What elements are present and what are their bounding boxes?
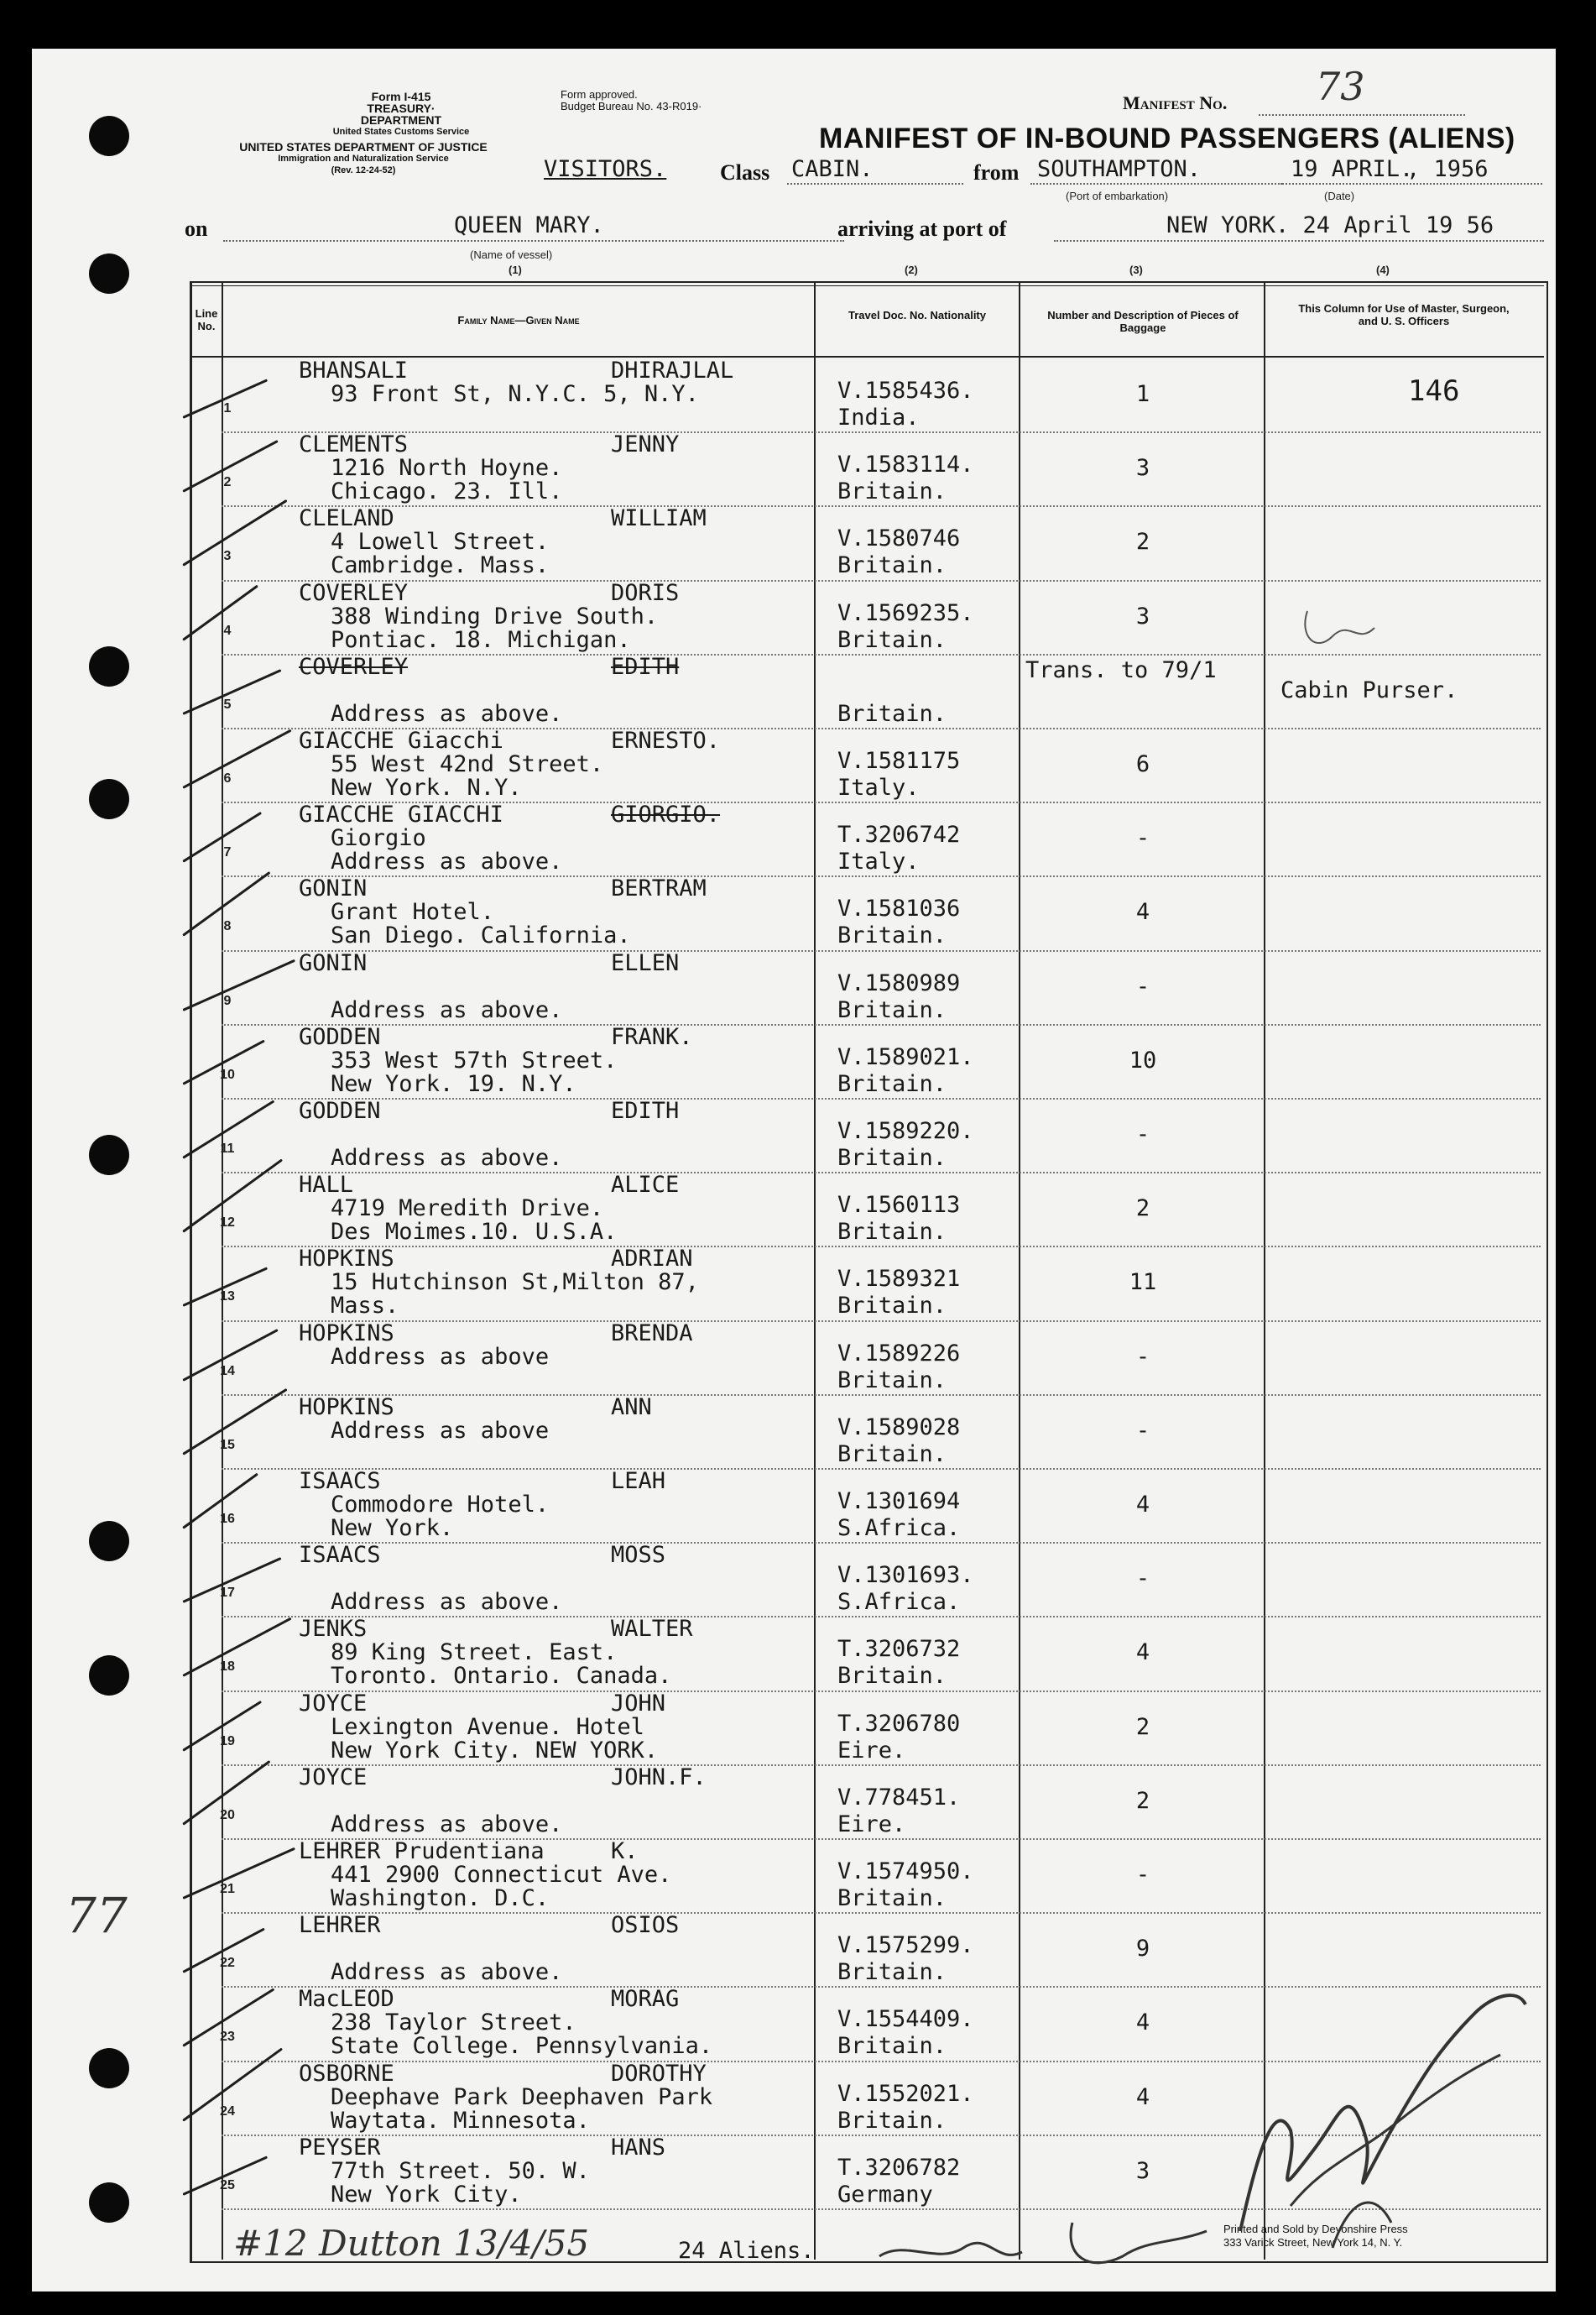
vessel-caption: (Name of vessel) [470,248,553,261]
baggage-count: 10 [1129,1047,1157,1074]
nationality: Britain. [837,1367,947,1393]
row-line-number: 20 [220,1807,235,1822]
travel-doc-number: V.1574950. [837,1858,974,1884]
nationality: Britain. [837,2107,947,2134]
table-top-rule [190,285,1544,286]
nationality: Britain. [837,996,947,1023]
passenger-address-line-2: New York City. NEW YORK. [331,1737,659,1764]
passenger-address-line-1: 4 Lowell Street. [331,529,550,556]
travel-doc-number: V.1301694 [837,1488,961,1514]
class-value: CABIN. [791,156,874,182]
baggage-count: 4 [1135,2009,1150,2036]
row-line-number: 11 [220,1142,235,1156]
nationality: Britain. [837,700,947,727]
manifest-no-label: Manifest No. [1123,92,1228,113]
row-line-number: 12 [220,1215,235,1231]
travel-doc-number: V.1554409. [837,2006,974,2033]
passenger-given-name: FRANK. [611,1023,693,1050]
passenger-address-line-1: 93 Front St, N.Y.C. 5, N.Y. [331,381,699,407]
nationality: Eire. [837,1811,906,1837]
passenger-address-line-2: New York. 19. N.Y. [331,1070,576,1097]
passenger-address-line-2: Pontiac. 18. Michigan. [331,626,631,653]
baggage-count: 3 [1135,455,1150,482]
travel-doc-number: V.1301693. [837,1562,974,1589]
visitors-label: VISITORS. [544,156,667,182]
passenger-given-name: JOHN [611,1690,666,1717]
nationality: India. [837,405,920,431]
row-line-number: 18 [220,1659,235,1675]
passenger-address-line-2: Waytata. Minnesota. [331,2107,590,2134]
passenger-family-name: BHANSALI [299,358,409,384]
row-line-number: 15 [220,1437,235,1452]
manifest-no-value: 73 [1316,64,1365,109]
handwritten-margin-number: 77 [65,1887,128,1944]
passenger-given-name: ALICE [611,1172,680,1199]
passenger-family-name: GONIN [299,949,368,976]
form-approved: Form approved. [561,88,638,101]
date-line [1282,183,1542,185]
punch-hole [89,1135,129,1175]
from-caption: (Port of embarkation) [1066,190,1169,202]
nationality: Britain. [837,1145,947,1171]
punch-hole [89,1655,129,1696]
travel-doc-number: V.1589321 [837,1266,961,1293]
date-caption: (Date) [1324,190,1355,202]
col-num-4: (4) [1376,264,1390,276]
col-num-2: (2) [905,264,918,276]
row-line-number: 17 [220,1586,235,1601]
passenger-address-line-1: Commodore Hotel. [331,1492,550,1518]
passenger-address-line-2: Address as above. [331,849,563,875]
passenger-given-name: DOROTHY [611,2060,707,2087]
row-line-number: 6 [223,771,232,786]
travel-doc-number: V.1589028 [837,1414,961,1440]
passenger-given-name: EDITH [611,653,680,680]
passenger-address-line-1: 1216 North Hoyne. [331,455,563,482]
row-line-number: 14 [220,1363,235,1378]
passenger-address-line-1: Address as above [331,1343,550,1370]
header-line-no: Line No. [195,307,218,332]
passenger-address-line-2: New York. [331,1515,454,1541]
passenger-given-name: MORAG [611,1986,680,2013]
passenger-address-line-2: Address as above. [331,1145,563,1171]
officer-signature [1190,1946,1542,2265]
vessel-name: QUEEN MARY. [454,212,604,238]
passenger-given-name: BRENDA [611,1319,693,1346]
class-label: Class [720,160,770,185]
passenger-given-name: DORIS [611,579,680,606]
baggage-count: 3 [1135,603,1150,630]
punch-hole [89,1521,129,1561]
baggage-count: 9 [1135,1936,1150,1962]
punch-hole [89,646,129,687]
passenger-given-name: EDITH [611,1098,680,1124]
passenger-address-line-1: 4719 Meredith Drive. [331,1195,604,1222]
travel-doc-number: T.3206782 [837,2154,961,2181]
nationality: Britain. [837,1663,947,1690]
passenger-family-name: GIACCHE GIACCHI [299,802,503,828]
passenger-family-name: GODDEN [299,1098,381,1124]
passenger-given-name: MOSS [611,1542,666,1569]
budget-approval [561,89,702,112]
passenger-address-line-2: Address as above. [331,700,563,727]
passenger-address-line-2: Chicago. 23. Ill. [331,478,563,505]
passenger-address-line-1: 55 West 42nd Street. [331,751,604,777]
passenger-family-name: ISAACS [299,1468,381,1494]
row-line-number: 21 [220,1882,235,1896]
nationality: Britain. [837,1440,947,1467]
passenger-address-line-1: 15 Hutchinson St,Milton 87, [331,1269,699,1296]
passenger-family-name: HOPKINS [299,1246,394,1272]
travel-doc-number: V.1569235. [837,599,974,626]
travel-doc-number: T.3206732 [837,1636,961,1663]
baggage-count: 4 [1135,899,1150,926]
footer-initials [871,2206,1223,2281]
row-line-number: 3 [223,549,232,564]
passenger-address-line-2: State College. Pennsylvania. [331,2033,713,2060]
passenger-address-line-1: 238 Taylor Street. [331,2009,576,2036]
row-line-number: 16 [220,1512,235,1526]
handwritten-footer-note: #12 Dutton 13/4/55 [233,2223,590,2264]
passenger-family-name: HOPKINS [299,1393,394,1420]
date-day: 19 APRIL. [1291,156,1414,182]
passenger-address-line-1: 388 Winding Drive South. [331,603,659,630]
passenger-family-name: JOYCE [299,1764,368,1790]
passenger-family-name: PEYSER [299,2134,381,2161]
travel-doc-number: V.1581036 [837,896,961,922]
nationality: Britain. [837,1959,947,1986]
baggage-count: 6 [1135,751,1150,777]
travel-doc-number: V.1552021. [837,2080,974,2107]
baggage-count: 2 [1135,1787,1150,1814]
header-travel-doc: Travel Doc. No. Nationality [848,309,986,321]
passenger-given-name: K. [611,1838,639,1864]
nationality: Britain. [837,1219,947,1246]
nationality: S.Africa. [837,1589,961,1616]
punch-hole [89,2182,129,2223]
baggage-count: - [1135,825,1150,852]
baggage-count: - [1135,1417,1150,1444]
col-num-3: (3) [1129,264,1143,276]
passenger-address-line-2: San Diego. California. [331,922,631,949]
passenger-family-name: HALL [299,1172,354,1199]
baggage-count: 2 [1135,1195,1150,1222]
row-line-number: 23 [220,2030,235,2045]
nationality: Britain. [837,478,947,505]
passenger-family-name: GONIN [299,875,368,902]
passenger-family-name: HOPKINS [299,1319,394,1346]
punch-hole [89,779,129,819]
passenger-given-name: ERNESTO. [611,728,721,754]
passenger-family-name: COVERLEY [299,653,409,680]
manifest-no-line [1259,114,1465,116]
baggage-count: 2 [1135,529,1150,556]
passenger-given-name: WALTER [611,1616,693,1643]
baggage-count: - [1135,1565,1150,1592]
header-officers: This Column for Use of Master, Surgeon, and U. S. Officers [1298,302,1510,327]
passenger-address-line-1: Grant Hotel. [331,899,495,926]
travel-doc-number: T.3206780 [837,1710,961,1737]
punch-hole [89,253,129,294]
printer-line-1: Printed and Sold by Devonshire Press [1223,2223,1408,2235]
header-baggage: Number and Description of Pieces of Baggage [1047,309,1239,334]
manifest-title: MANIFEST OF IN-BOUND PASSENGERS (ALIENS) [819,123,1515,154]
passenger-family-name: COVERLEY [299,579,409,606]
passenger-family-name: CLEMENTS [299,431,409,458]
passenger-address-line-2: Cambridge. Mass. [331,552,550,579]
passenger-address-line-2: Toronto. Ontario. Canada. [331,1663,672,1690]
travel-doc-number: V.1585436. [837,378,974,404]
baggage-count: - [1135,973,1150,1000]
budget-bureau: Budget Bureau No. 43-R019· [561,100,702,112]
row-line-number: 22 [220,1956,235,1971]
from-label: from [973,160,1020,185]
baggage-count: 2 [1135,1713,1150,1740]
punch-hole [89,2048,129,2088]
punch-hole [89,116,129,156]
row-line-number: 9 [223,993,232,1008]
from-value: SOUTHAMPTON. [1037,156,1202,182]
justice-dept: UNITED STATES DEPARTMENT OF JUSTICE [239,140,488,154]
date-year: , 1956 [1406,156,1489,182]
passenger-address-line-2: Address as above. [331,1811,563,1837]
row-line-number: 5 [223,697,232,712]
passenger-address-line-2: Address as above. [331,1959,563,1986]
vessel-line [223,240,844,242]
passenger-given-name: ELLEN [611,949,680,976]
aliens-count: 24 Aliens. [678,2238,815,2264]
passenger-address-line-1: Address as above [331,1417,550,1444]
baggage-count: - [1135,1121,1150,1147]
passenger-address-line-2: Des Moimes.10. U.S.A. [331,1219,618,1246]
travel-doc-number: T.3206742 [837,822,961,849]
passenger-given-name: JENNY [611,431,680,458]
nationality: Britain. [837,2033,947,2060]
purser-initial-mark [1282,603,1383,678]
travel-doc-number: V.778451. [837,1784,961,1811]
passenger-family-name: JENKS [299,1616,368,1643]
passenger-address-line-2: New York. N.Y. [331,775,522,801]
nationality: Britain. [837,1885,947,1911]
row-line-number: 25 [220,2177,235,2192]
row-line-number: 7 [223,845,232,860]
passenger-address-line-1: 77th Street. 50. W. [331,2157,590,2184]
passenger-family-name: GODDEN [299,1023,381,1050]
col-num-1: (1) [509,264,522,276]
port-line [1054,240,1544,242]
row-line-number: 19 [220,1733,235,1748]
travel-doc-number: V.1580746 [837,525,961,552]
nationality: Italy. [837,849,920,875]
row-line-number: 10 [220,1067,235,1082]
passenger-address-line-1: Deephave Park Deephaven Park [331,2083,713,2110]
passenger-given-name: DHIRAJLAL [611,358,734,384]
passenger-given-name: HANS [611,2134,666,2161]
passenger-given-name: OSIOS [611,1912,680,1939]
row-line-number: 13 [220,1289,235,1304]
nationality: Germany [837,2181,933,2208]
row-line-number: 1 [223,401,232,415]
passenger-address-line-1: 353 West 57th Street. [331,1047,618,1074]
passenger-address-line-2: Mass. [331,1293,399,1319]
passenger-family-name: OSBORNE [299,2060,394,2087]
passenger-address-line-2: Address as above. [331,996,563,1023]
on-label: on [185,217,208,241]
passenger-family-name: LEHRER Prudentiana [299,1838,545,1864]
travel-doc-number: V.1575299. [837,1932,974,1959]
baggage-count: 4 [1135,1639,1150,1666]
passenger-given-name: GIORGIO. [611,802,721,828]
baggage-count: 11 [1129,1269,1157,1296]
nationality: S.Africa. [837,1515,961,1541]
manifest-page [32,49,1556,2291]
nationality: Italy. [837,775,920,801]
arriving-label: arriving at port of [837,217,1007,241]
baggage-count: - [1135,1343,1150,1370]
passenger-given-name: WILLIAM [611,505,707,532]
nationality: Britain. [837,552,947,579]
passenger-address-line-2: Washington. D.C. [331,1885,550,1911]
form-revision: (Rev. 12-24-52) [331,165,396,175]
nationality: Britain. [837,922,947,949]
row-line-number: 24 [220,2103,235,2119]
passenger-address-line-2: Address as above. [331,1589,563,1616]
officer-note: 146 [1408,374,1460,408]
passenger-address-line-1: Lexington Avenue. Hotel [331,1713,644,1740]
nationality: Britain. [837,626,947,653]
passenger-address-line-1: 441 2900 Connecticut Ave. [331,1862,672,1888]
nationality: Eire. [837,1737,906,1764]
baggage-count: 4 [1135,1492,1150,1518]
from-line [1030,183,1282,185]
row-line-number: 2 [223,475,232,490]
treasury-dept: TREASURY· DEPARTMENT [360,102,442,127]
travel-doc-number: V.1589220. [837,1118,974,1144]
passenger-given-name: BERTRAM [611,875,707,902]
travel-doc-number: V.1560113 [837,1192,961,1219]
passenger-given-name: ADRIAN [611,1246,693,1272]
baggage-count: 1 [1135,381,1150,407]
header-name: Family Name—Given Name [457,314,580,327]
passenger-address-line-1: 89 King Street. East. [331,1639,618,1666]
passenger-given-name: LEAH [611,1468,666,1494]
baggage-count: Trans. to 79/1 [1025,656,1217,683]
travel-doc-number: V.1589021. [837,1043,974,1070]
passenger-given-name: ANN [611,1393,652,1420]
baggage-count: - [1135,1862,1150,1888]
ins-service: Immigration and Naturalization Service [278,154,449,164]
arrival-port: NEW YORK. 24 April 19 56 [1166,212,1494,238]
baggage-count: 4 [1135,2083,1150,2110]
passenger-address-line-1: Giorgio [331,825,426,852]
passenger-family-name: ISAACS [299,1542,381,1569]
baggage-count: 3 [1135,2157,1150,2184]
nationality: Britain. [837,1070,947,1097]
nationality: Britain. [837,1293,947,1319]
officer-note: Cabin Purser. [1280,677,1458,703]
class-line [787,183,963,185]
travel-doc-number: V.1589226 [837,1340,961,1367]
form-number: Form I-415 [371,90,431,103]
customs-service: United States Customs Service [332,127,470,137]
passenger-family-name: JOYCE [299,1690,368,1717]
travel-doc-number: V.1580989 [837,969,961,996]
passenger-family-name: CLELAND [299,505,394,532]
passenger-family-name: GIACCHE Giacchi [299,728,503,754]
row-line-number: 4 [223,623,232,638]
form-header-justice [183,141,544,176]
passenger-family-name: MacLEOD [299,1986,394,2013]
passenger-address-line-2: New York City. [331,2181,522,2208]
printer-line-2: 333 Varick Street, New York 14, N. Y. [1223,2236,1403,2249]
travel-doc-number: V.1581175 [837,748,961,774]
travel-doc-number: V.1583114. [837,452,974,478]
passenger-given-name: JOHN.F. [611,1764,707,1790]
passenger-family-name: LEHRER [299,1912,381,1939]
row-line-number: 8 [223,919,232,934]
form-header-treasury [326,91,477,138]
